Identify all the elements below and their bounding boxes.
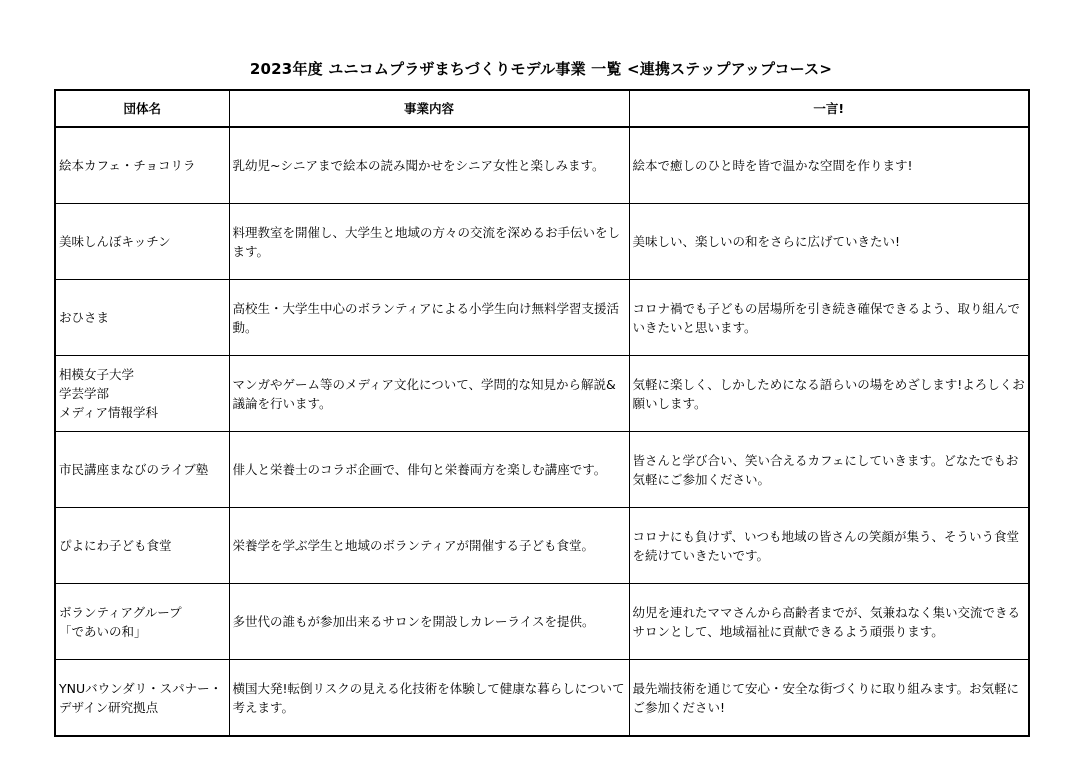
- group-name: 絵本カフェ・チョコリラ: [59, 158, 196, 173]
- group-name-cell: [55, 356, 229, 432]
- group-name: ボランティアグループ: [59, 604, 182, 620]
- group-name: 相模女子大学: [59, 367, 135, 382]
- group-name: デザイン研究拠点: [59, 699, 159, 715]
- group-name: 学芸学部: [59, 386, 110, 401]
- table-row: [55, 204, 1029, 280]
- document-title: 2023年度 ユニコムプラザまちづくりモデル事業 一覧 <連携ステップアップコース>: [249, 60, 833, 78]
- group-name-cell: [55, 204, 229, 280]
- comment-cell: コロナにも負けず、いつも地域の皆さんの笑顔が集う、そういう食堂を続けていきたいです。: [629, 508, 1029, 584]
- project-content-cell: 俳人と栄養士のコラボ企画で、俳句と栄養両方を楽しむ講座です。: [229, 432, 629, 508]
- group-name-cell: [55, 127, 229, 204]
- comment-cell: 最先端技術を通じて安心・安全な街づくりに取り組みます。お気軽にご参加ください!: [629, 660, 1029, 737]
- project-content-cell: 乳幼児~シニアまで絵本の読み聞かせをシニア女性と楽しみます。: [229, 127, 629, 204]
- project-content-cell: 栄養学を学ぶ学生と地域のボランティアが開催する子ども食堂。: [229, 508, 629, 584]
- comment-cell: コロナ禍でも子どもの居場所を引き続き確保できるよう、取り組んでいきたいと思います。: [629, 280, 1029, 356]
- table-row: [55, 432, 1029, 508]
- group-name-cell: [55, 432, 229, 508]
- group-name-cell: [55, 508, 229, 584]
- header-comment: 一言!: [629, 90, 1029, 127]
- project-content-cell: 高校生・大学生中心のボランティアによる小学生向け無料学習支援活動。: [229, 280, 629, 356]
- comment-cell: 皆さんと学び合い、笑い合えるカフェにしていきます。どなたでもお気軽にご参加ください。: [629, 432, 1029, 508]
- group-name: 「であいの和」: [59, 623, 147, 639]
- project-content-cell: 横国大発!転倒リスクの見える化技術を体験して健康な暮らしについて考えます。: [229, 660, 629, 737]
- group-name: YNUバウンダリ・スパナー・: [59, 680, 223, 696]
- comment-cell: 気軽に楽しく、しかしためになる語らいの場をめざします!よろしくお願いします。: [629, 356, 1029, 432]
- table-row: [55, 127, 1029, 204]
- header-project-content: 事業内容: [229, 90, 629, 127]
- project-content-cell: 多世代の誰もが参加出来るサロンを開設しカレーライスを提供。: [229, 584, 629, 660]
- group-name-cell: [55, 280, 229, 356]
- project-content-cell: マンガやゲーム等のメディア文化について、学問的な知見から解説&議論を行います。: [229, 356, 629, 432]
- group-name: 美味しんぼキッチン: [59, 234, 171, 249]
- group-name: 市民講座まなびのライブ塾: [59, 462, 209, 477]
- group-name: メディア情報学科: [59, 405, 159, 420]
- table-header-row: [55, 90, 1029, 127]
- comment-cell: 幼児を連れたママさんから高齢者までが、気兼ねなく集い交流できるサロンとして、地域福祉に貢献できるよう頑張ります。: [629, 584, 1029, 660]
- group-name-cell: [55, 584, 229, 660]
- comment-cell: 美味しい、楽しいの和をさらに広げていきたい!: [629, 204, 1029, 280]
- group-name: ぴよにわ子ども食堂: [59, 538, 172, 553]
- table-row: [55, 508, 1029, 584]
- table-row: [55, 280, 1029, 356]
- table-row: [55, 356, 1029, 432]
- table-row: [55, 660, 1029, 737]
- group-name-cell: [55, 660, 229, 737]
- comment-cell: 絵本で癒しのひと時を皆で温かな空間を作ります!: [629, 127, 1029, 204]
- group-name: おひさま: [59, 310, 110, 325]
- project-content-cell: 料理教室を開催し、大学生と地域の方々の交流を深めるお手伝いをします。: [229, 204, 629, 280]
- header-group-name: 団体名: [55, 90, 229, 127]
- table-row: [55, 584, 1029, 660]
- project-table: [54, 89, 1030, 737]
